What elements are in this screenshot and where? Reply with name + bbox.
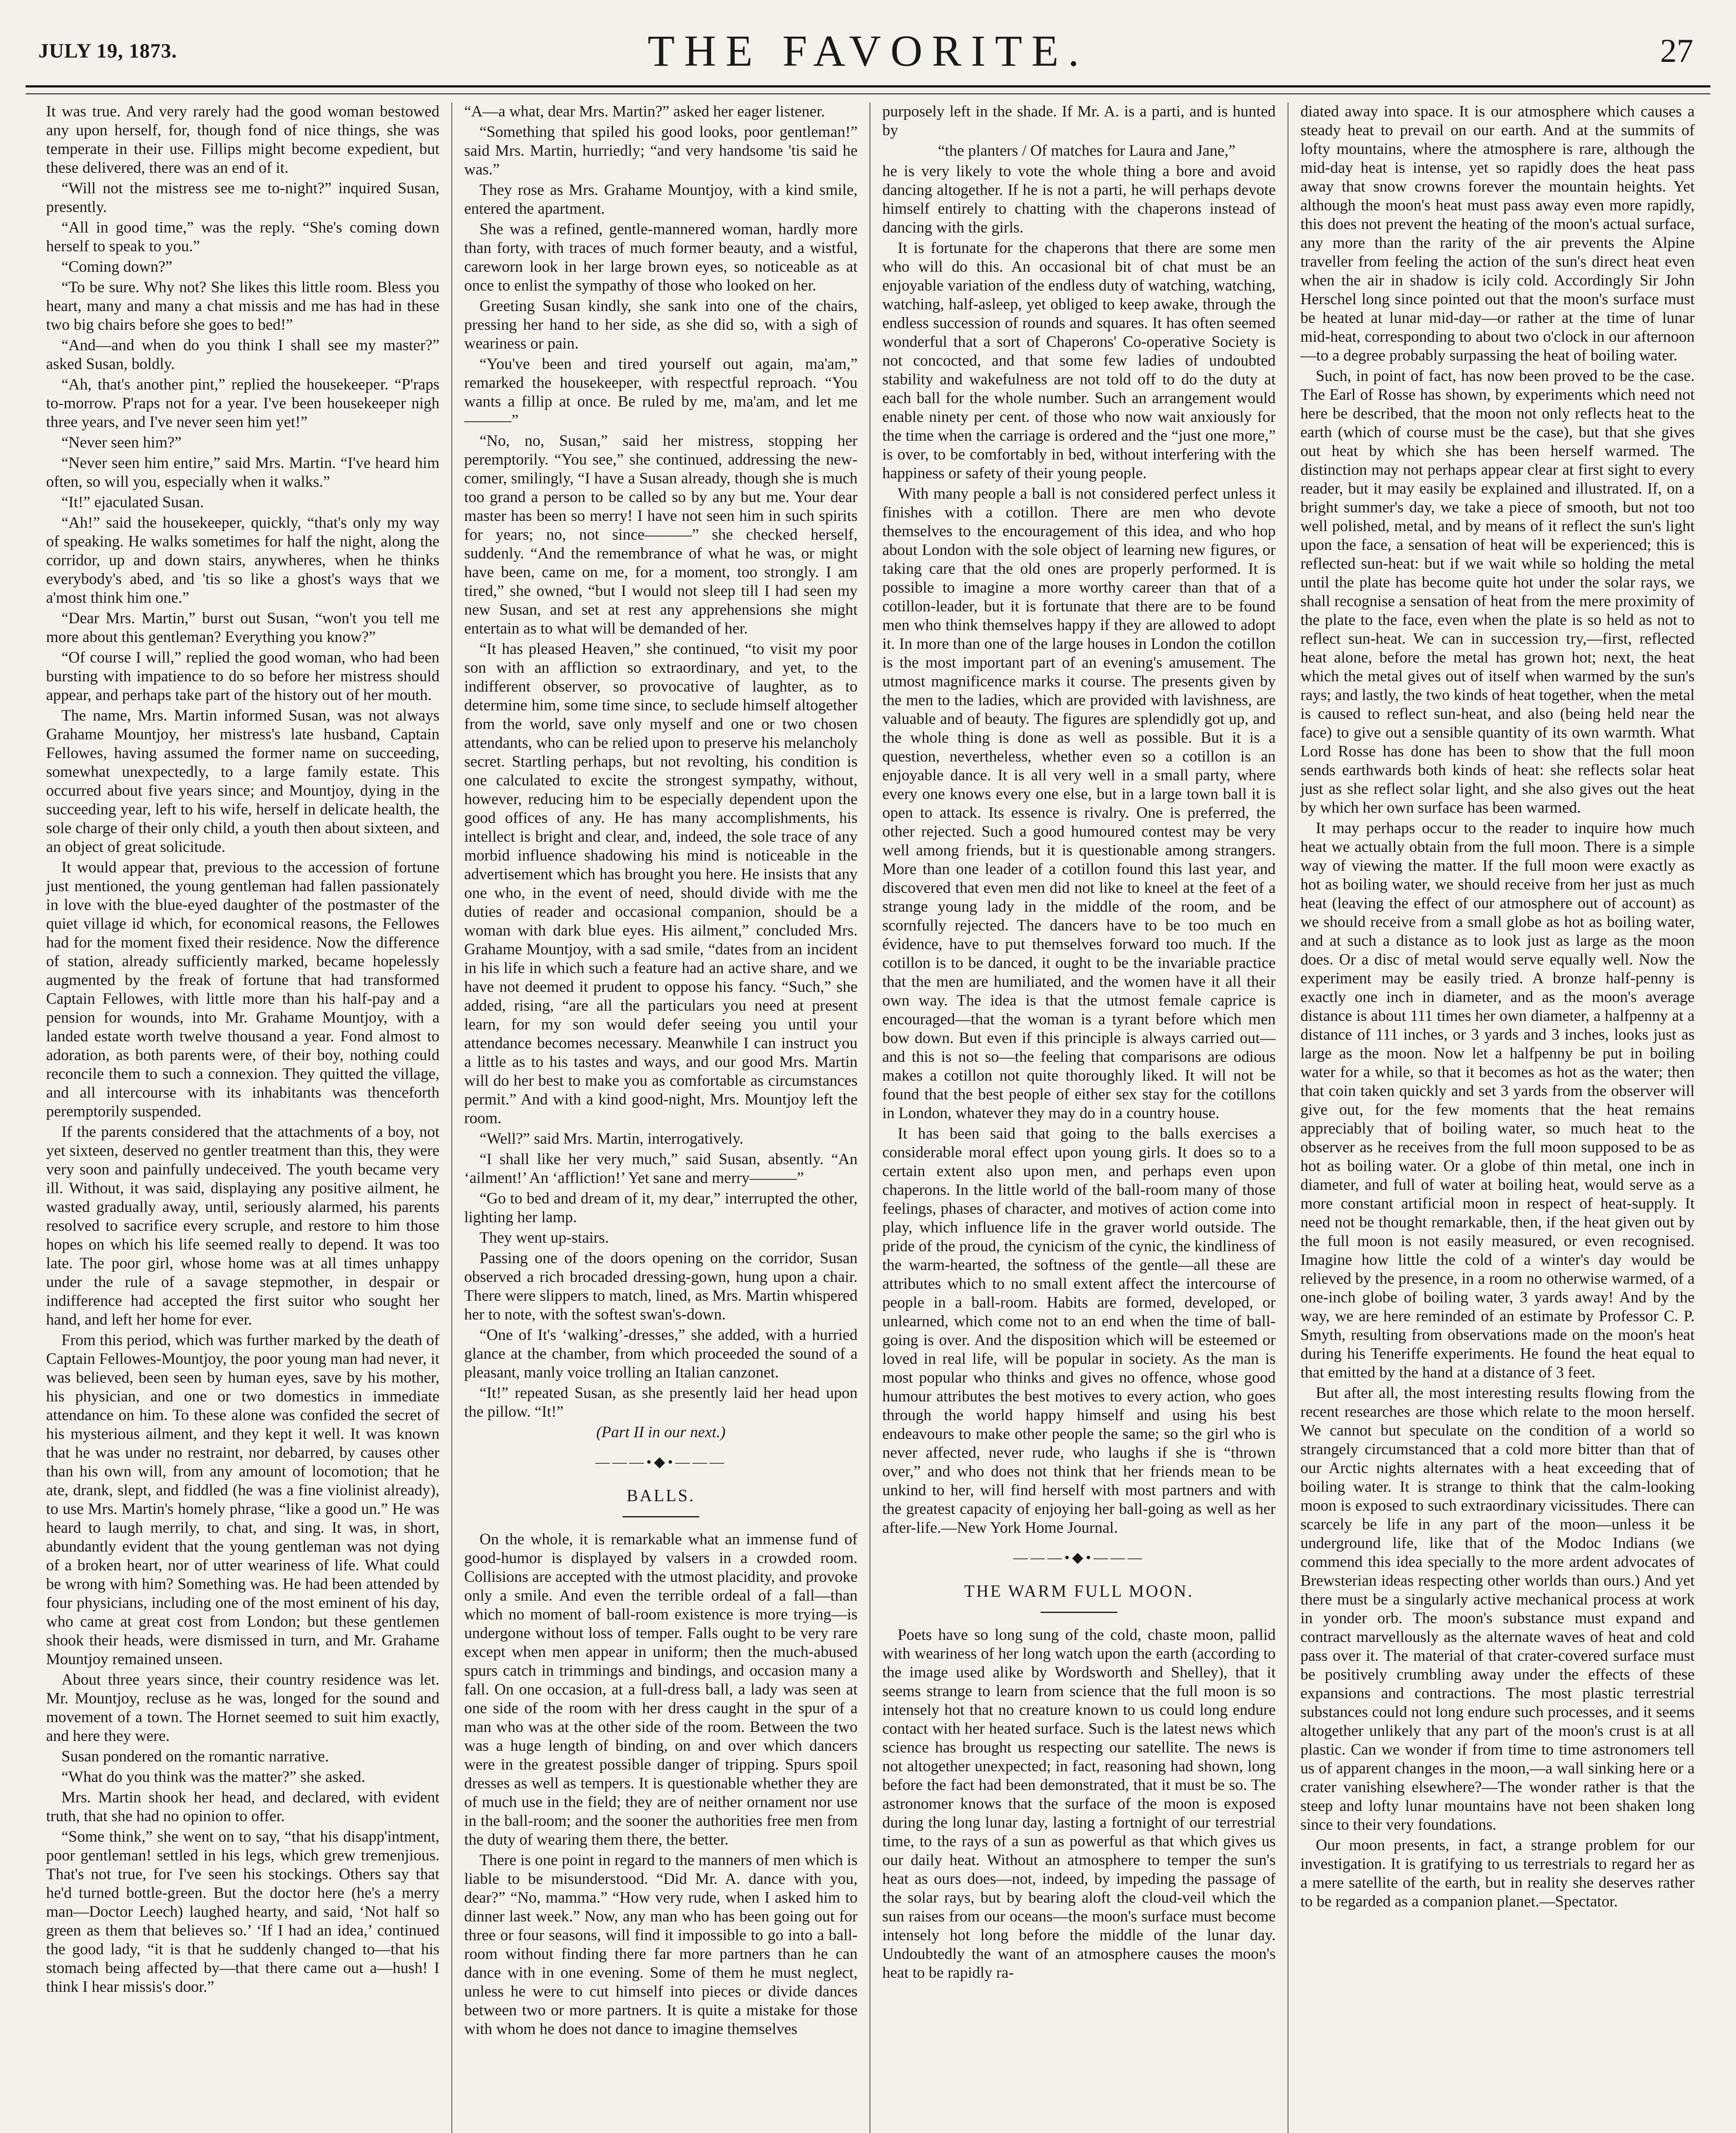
- paragraph: “You've been and tired yourself out again, ma'am,” remarked the housekeeper, with respectful reproach. “You wants a fillip at once. Be ruled by me, ma'am, and let me———”: [464, 355, 858, 429]
- paragraph: About three years since, their country residence was let. Mr. Mountjoy, recluse as he was, longed for the sound and movement of a town. The Hornet seemed to suit him exactly, and here they were.: [46, 1671, 439, 1745]
- paragraph: It is fortunate for the chaperons that there are some men who will do this. An occasional bit of chat must be an enjoyable variation of the endless duty of watching, watching, watching, half-asleep, yet obliged to keep awake, through the endless succession of rounds and squares. It has often seemed wonderful that a sort of Chaperons' Co-operative Society is not concocted, and that some few ladies of undoubted stability and wakefulness are not told off to do the duty at each ball for the whole number. Such an arrangement would enable ninety per cent. of those who now wait anxiously for the time when the carriage is ordered and the “just one more,” is over, to be comfortably in bed, without interfering with the happiness or safety of their young people.: [882, 239, 1276, 482]
- paragraph: It would appear that, previous to the accession of fortune just mentioned, the young gentleman had fallen passionately in love with the blue-eyed daughter of the postmaster of the quiet village id which, for economical reasons, the Fellowes had for the moment fixed their residence. Now the difference of station, already sufficiently marked, became hopelessly augmented by the freak of fortune that had transformed Captain Fellowes, with little more than his half-pay and a pension for wounds, into Mr. Grahame Mountjoy, with a landed estate worth twelve thousand a year. Fond almost to adoration, as both parents were, of their boy, nothing could reconcile them to such a connexion. They quitted the village, and all intercourse with its inhabitants was thenceforth peremptorily suspended.: [46, 859, 439, 1120]
- heading-rule: [1041, 1612, 1117, 1613]
- paragraph: They rose as Mrs. Grahame Mountjoy, with a kind smile, entered the apartment.: [464, 181, 858, 218]
- column-4: [1288, 102, 1707, 2133]
- paragraph: “Dear Mrs. Martin,” burst out Susan, “won't you tell me more about this gentleman? Everything you know?”: [46, 610, 439, 646]
- paragraph: “One of It's ‘walking’-dresses,” she added, with a hurried glance at the chamber, from which proceeded the sound of a pleasant, manly voice trolling an Italian canzonet.: [464, 1326, 858, 1381]
- paragraph: Our moon presents, in fact, a strange problem for our investigation. It is gratifying to us terrestrials to regard her as a mere satellite of the earth, but in reality she deserves rather to be regarded as a companion planet.—Spectator.: [1300, 1837, 1695, 1910]
- paragraph: There is one point in regard to the manners of men which is liable to be misunderstood. “Did Mr. A. dance with you, dear?” “No, mamma.” “How very rude, when I asked him to dinner last week.” Now, any man who has been going out for three or four seasons, will find it impossible to go into a ball-room without finding there far more partners than he can dance with in one evening. Some of them he must neglect, unless he were to cut himself into pieces or divide dances between two or more partners. It is quite a mistake for those with whom he does not dance to imagine themselves: [464, 1851, 858, 2038]
- paragraph: “What do you think was the matter?” she asked.: [61, 1768, 366, 1786]
- paragraph: Poets have so long sung of the cold, chaste moon, pallid with weariness of her long watch upon the earth (according to the image used alike by Wordsworth and Shelley), that it seems strange to learn from science that the full moon is so intensely hot that no creature known to us could long endure contact with her heated surface. Such is the latest news which science has brought us respecting our satellite. The news is not altogether unexpected; in fact, reasoning had shown, long before the fact had been demonstrated, that it must be so. The astronomer knows that the surface of the moon is exposed during the long lunar day, lasting a fortnight of our terrestrial time, to the rays of a sun as powerful as that which gives us our daily heat. Without an atmosphere to temper the sun's heat as ours does—not, indeed, by impeding the passage of the solar rays, but by bearing aloft the cloud-veil which the sun raises from our oceans—the moon's surface must become intensely hot long before the middle of the lunar day. Undoubtedly the want of an atmosphere causes the moon's heat to be rapidly ra-: [882, 1626, 1276, 1982]
- paragraph: On the whole, it is remarkable what an immense fund of good-humor is displayed by valsers in a crowded room. Collisions are accepted with the utmost placidity, and provoke only a smile. And even the terrible ordeal of a fall—than which no moment of ball-room existence is more trying—is undergone without loss of temper. Falls ought to be very rare except when men appear in uniform; then the much-abused spurs catch in trimmings and bindings, and occasion many a fall. On one occasion, at a full-dress ball, a lady was seen at one side of the room with her dress caught in the spur of a man who was at the other side of the room. Between the two was a huge length of binding, on and over which dancers were in the greatest possible danger of tripping. Spurs spoil dresses as well as tempers. It is questionable whether they are of much use in the field; they are of neither ornament nor use in the ball-room; and the sooner the authorities free men from the duty of wearing them there, the better.: [464, 1531, 858, 1848]
- paragraph: But after all, the most interesting results flowing from the recent researches are those which relate to the moon herself. We cannot but speculate on the condition of a world so strangely circumstanced that a cold more bitter than that of our Arctic nights alternates with a heat exceeding that of boiling water. It is strange to think that the calm-looking moon is exposed to such extraordinary vicissitudes. There can scarcely be life in any part of the moon—unless it be underground life, like that of the Modoc Indians (we commend this idea specially to the more ardent advocates of Brewsterian ideas respecting other worlds than ours.) And yet there must be a singularly active mechanical process at work in yonder orb. The moon's substance must expand and contract marvellously as the alternate waves of heat and cold pass over it. The material of that crater-covered surface must be positively crumbling away under the effects of these expansions and contractions. The most plastic terrestrial substances could not long endure such processes, and it seems altogether unlikely that any part of the moon's crust is at all plastic. Can we wonder if from time to time astronomers tell us of apparent changes in the moon,—a wall sinking here or a crater vanishing elsewhere?—The wonder rather is that the steep and lofty lunar mountains have not been shaken long since to their very foundations.: [1300, 1384, 1695, 1834]
- paragraph: It may perhaps occur to the reader to inquire how much heat we actually obtain from the full moon. There is a simple way of viewing the matter. If the full moon were exactly as hot as boiling water, we should receive from her just as much heat (leaving the effect of our atmosphere out of account) as we should receive from a small globe as hot as boiling water, and at such a distance as to look just as large as the moon does. Or a disc of metal would serve equally well. Now the experiment may be easily tried. A bronze half-penny is exactly one inch in diameter, and as the moon's average distance is about 111 times her own diameter, a halfpenny at a distance of 111 inches, or 3 yards and 3 inches, looks just as large as the moon. Now let a halfpenny be put in boiling water for a while, so that it becomes as hot as the water; then that coin taken quickly and set 3 yards from the observer will give out, for the few moments that the heat remains appreciably that of boiling water, so much heat to the observer as he receives from the full moon supposed to be as hot as boiling water. Or a globe of thin metal, one inch in diameter, and full of water at boiling heat, would serve as a more constant artificial moon in respect of heat-supply. It need not be thought remarkable, then, if the heat given out by the full moon is not easily measured, or even recognised. Imagine how little the cold of a winter's day would be relieved by the presence, in a room no otherwise warmed, of a one-inch globe of boiling water, 3 yards away! And by the way, we are here reminded of an estimate by Professor C. P. Smyth, resulting from observations made on the moon's heat during his Teneriffe experiments. He found the heat equal to that emitted by the hand at a distance of 3 feet.: [1300, 819, 1695, 1381]
- paragraph: purposely left in the shade. If Mr. A. is a parti, and is hunted by: [882, 103, 1276, 139]
- paragraph: It was true. And very rarely had the good woman bestowed any upon herself, for, though fond of nice things, she was temperate in their use. Fillips might become expedient, but these delivered, there was an end of it.: [46, 103, 439, 177]
- article-columns: [34, 102, 1707, 2133]
- paragraph: “And—and when do you think I shall see my master?” asked Susan, boldly.: [46, 337, 439, 373]
- paragraph: “Ah, that's another pint,” replied the housekeeper. “P'raps to-morrow. P'raps not for a year. I've been housekeeper nigh three years, and I've never seen him yet!”: [46, 376, 439, 431]
- paragraph: Greeting Susan kindly, she sank into one of the chairs, pressing her hand to her side, as she did so, with a sigh of weariness or pain.: [464, 297, 858, 352]
- paragraph: Susan pondered on the romantic narrative.: [61, 1748, 329, 1765]
- divider-ornament: ―――•◆•―――: [595, 1454, 727, 1470]
- paragraph: “All in good time,” was the reply. “She's coming down herself to speak to you.”: [46, 219, 439, 255]
- paragraph: diated away into space. It is our atmosphere which causes a steady heat to prevail on our earth. And at the summits of lofty mountains, where the atmosphere is rare, although the mid-day heat is intense, yet so rapidly does the heat pass away that snow crowns forever the mountain heights. Yet although the moon's heat must pass away even more rapidly, this does not prevent the heating of the moon's actual surface, any more than the rarity of the air prevents the Alpine traveller from feeling the action of the sun's direct heat even when the air in shadow is icily cold. Accordingly Sir John Herschel long since pointed out that the moon's surface must be heated at lunar mid-day—or rather at the time of lunar mid-heat, corresponding to about two o'clock in our afternoon—to a degree probably surpassing the heat of boiling water.: [1300, 103, 1695, 364]
- paragraph: With many people a ball is not considered perfect unless it finishes with a cotillon. There are men who devote themselves to the encouragement of this idea, and who hop about London with the sole object of learning new figures, or taking care that the old ones are properly performed. It is possible to imagine a more worthy career than that of a cotillon-leader, but it is fortunate that there are to be found men who think themselves happy if they are allowed to adopt it. In more than one of the large houses in London the cotillon is the most important part of an evening's amusement. The utmost magnificence marks it course. The presents given by the men to the ladies, which are provided with lavishness, are valuable and of beauty. The figures are splendidly got up, and the whole thing is done as well as possible. But it is a question, nevertheless, whether even so a cotillon is an enjoyable dance. It is all very well in a small party, where every one knows every one else, but in a large town ball it is open to attack. Its essence is rivalry. One is preferred, the other rejected. Such a good humoured contest may be very well among friends, but it is questionable among strangers. More than one leader of a cotillon found this last year, and discovered that even men did not like to kneel at the feet of a strange young lady in the middle of the room, and be scornfully rejected. The dancers have to be too much en évidence, have to put themselves forward too much. If the cotillon is to be danced, it ought to be the invariable practice that the men are humiliated, and the women have it all their own way. The idea is that the utmost female caprice is encouraged—that the woman is a tyrant before which men bow down. But even if this principle is always carried out—and this is not so—the feeling that comparisons are odious makes a cotillon not quite thoroughly liked. It will not be found that the best people of either sex stay for the cotillons in London, whatever they may do in a country house.: [882, 485, 1276, 1122]
- continued-notice: (Part II in our next.): [596, 1424, 726, 1441]
- paragraph: The name, Mrs. Martin informed Susan, was not always Grahame Mountjoy, her mistress's late husband, Captain Fellowes, having assumed the former name on succeeding, somewhat unexpectedly, to a large family estate. This occurred about five years since; and Mountjoy, dying in the succeeding year, left to his wife, herself in delicate health, the sole charge of their only child, a youth then about sixteen, and an object of great solicitude.: [46, 707, 439, 856]
- paragraph: “Coming down?”: [61, 258, 172, 276]
- moon-heading: THE WARM FULL MOON.: [964, 1581, 1194, 1601]
- column-1: [34, 102, 452, 2133]
- balls-heading: BALLS.: [626, 1486, 695, 1505]
- divider-ornament: ―――•◆•―――: [1013, 1550, 1145, 1566]
- paragraph: “To be sure. Why not? She likes this little room. Bless you heart, many and many a chat missis and me has had in these two big chairs before she goes to bed!”: [46, 279, 439, 334]
- heading-rule: [622, 1516, 699, 1517]
- paragraph: “Some think,” she went on to say, “that his disapp'intment, poor gentleman! settled in his legs, which grew tremenjious. That's not true, for I've seen his stockings. Others say that he'd turned bottle-green. But the doctor here (he's a merry man—Doctor Leech) laughed hearty, and said, ‘Not half so green as them that believes so.’ ‘If I had an idea,’ continued the good lady, “it is that he suddenly changed to—that his stomach being affected by—that there came out a—hush! I think I hear missis's door.”: [46, 1828, 439, 1996]
- paragraph: “It!” repeated Susan, as she presently laid her head upon the pillow. “It!”: [464, 1384, 858, 1421]
- paragraph: “Never seen him?”: [61, 434, 182, 451]
- paragraph: “Never seen him entire,” said Mrs. Martin. “I've heard him often, so will you, especially when it walks.”: [46, 454, 439, 491]
- paragraph: They went up-stairs.: [480, 1229, 609, 1247]
- paragraph: Passing one of the doors opening on the corridor, Susan observed a rich brocaded dressing-gown, hung upon a chair. There were slippers to match, lined, as Mrs. Martin whispered her to note, with the softest swan's-down.: [464, 1250, 858, 1323]
- paragraph: “Well?” said Mrs. Martin, interrogatively.: [480, 1130, 744, 1148]
- masthead-rule: [26, 85, 1710, 94]
- paragraph: Mrs. Martin shook her head, and declared, with evident truth, that she had no opinion to offer.: [46, 1789, 439, 1825]
- paragraph: “Ah!” said the housekeeper, quickly, “that's only my way of speaking. He walks sometimes for half the night, along the corridor, up and down stairs, anywheres, when he thinks everybody's abed, and 'tis so like a ghost's ways that we a'most think him one.”: [46, 514, 439, 607]
- issue-date: JULY 19, 1873.: [38, 40, 177, 62]
- paragraph: She was a refined, gentle-mannered woman, hardly more than forty, with traces of much former beauty, and a wistful, careworn look in her large brown eyes, so noticeable as at once to enlist the sympathy of those who looked on her.: [464, 221, 858, 294]
- column-3: [870, 102, 1288, 2133]
- paragraph: “It has pleased Heaven,” she continued, “to visit my poor son with an affliction so extraordinary, and yet, to the indifferent observer, so provocative of laughter, as to determine him, some time since, to seclude himself altogether from the world, save only myself and one or two chosen attendants, who can be relied upon to preserve his melancholy secret. Startling perhaps, but not revolting, his condition is one calculated to excite the strongest sympathy, without, however, reducing him to be especially dependent upon the good offices of any. He has many accomplishments, his intellect is bright and clear, and, indeed, the sole trace of any morbid influence shadowing his mind is noticeable in the advertisement which has brought you here. He insists that any one who, in the event of need, should divide with me the duties of reader and occasional companion, should be a woman with dark blue eyes. His ailment,” concluded Mrs. Grahame Mountjoy, with a sad smile, “dates from an incident in his life in which such a feature had an active share, and we have not deemed it prudent to oppose his fancy. “Such,” she added, rising, “are all the particulars you need at present learn, for my son would defer seeing you until your attendance becomes necessary. Meanwhile I can instruct you a little as to his tastes and ways, and our good Mrs. Martin will do her best to make you as comfortable as circumstances permit.” And with a kind good-night, Mrs. Mountjoy left the room.: [464, 640, 858, 1127]
- masthead: [26, 17, 1710, 85]
- newspaper-title: THE FAVORITE.: [647, 26, 1089, 76]
- paragraph: he is very likely to vote the whole thing a bore and avoid dancing altogether. If he is not a parti, he will perhaps devote himself entirely to chatting with the chaperons instead of dancing with the girls.: [882, 163, 1276, 236]
- paragraph: “Will not the mistress see me to-night?” inquired Susan, presently.: [46, 180, 439, 216]
- page-number: 27: [1660, 32, 1693, 69]
- paragraph: “It!” ejaculated Susan.: [61, 494, 204, 511]
- column-2: [452, 102, 870, 2133]
- paragraph: “Something that spiled his good looks, poor gentleman!” said Mrs. Martin, hurriedly; “and very handsome 'tis said he was.”: [464, 123, 858, 178]
- paragraph: From this period, which was further marked by the death of Captain Fellowes-Mountjoy, the poor young man had never, it was believed, been seen by human eyes, save by his mother, his physician, and one or two domestics in immediate attendance on him. To these alone was confided the secret of his mysterious ailment, and they kept it well. It was known that he was under no restraint, nor debarred, by causes other than his own will, from any amount of locomotion; that he ate, drank, slept, and fiddled (he was a fine violinist already), to use Mrs. Martin's homely phrase, “like a good un.” He was heard to laugh merrily, to chat, and sing. It was, in short, abundantly evident that the young gentleman was not dying of a broken heart, nor of utter weariness of life. What could be wrong with him? Something was. He had been attended by four physicians, including one of the most eminent of his day, who came at great cost from London; but these gentlemen shook their heads, were dismissed in turn, and Mr. Grahame Mountjoy remained unseen.: [46, 1331, 439, 1668]
- paragraph: “Go to bed and dream of it, my dear,” interrupted the other, lighting her lamp.: [464, 1190, 858, 1226]
- paragraph: If the parents considered that the attachments of a boy, not yet sixteen, deserved no gentler treatment than this, they were very soon and painfully undeceived. The youth became very ill. Without, it was said, displaying any positive ailment, he wasted gradually away, until, seriously alarmed, his parents resolved to sacrifice every scruple, and restore to him those hopes on which his life seemed really to depend. It was too late. The poor girl, whose home was at all times unhappy under the rule of a savage stepmother, in despair or indifference had accepted the first suitor who sought her hand, and left her home for ever.: [46, 1123, 439, 1328]
- paragraph: It has been said that going to the balls exercises a considerable moral effect upon young girls. It does so to a certain extent also upon men, and perhaps even upon chaperons. In the little world of the ball-room many of those feelings, phases of character, and motives of action come into play, which influence life in the graver world outside. The pride of the proud, the cynicism of the cynic, the kindliness of the warm-hearted, the softness of the gentle—all these are attributes which to no small extent affect the intercourse of people in a ball-room. Habits are formed, developed, or unlearned, which come not to an end when the time of ball-going is over. And the disposition which will be esteemed or loved in real life, will be popular in society. As the man is most popular who thinks and gives no offence, whose good humour attributes the best motives to every action, who goes through the world happy himself and using his best endeavours to make other people the same; so the girl who is never affected, never rude, who laughs if she is “thrown over,” and who does not think that her friends mean to be unkind to her, will find herself with most partners and with the greatest capacity of enjoying her ball-going as well as her after-life.—New York Home Journal.: [882, 1125, 1276, 1537]
- paragraph: “I shall like her very much,” said Susan, absently. “An ‘ailment!’ An ‘affliction!’ Yet sane and merry———”: [464, 1151, 858, 1187]
- paragraph: Such, in point of fact, has now been proved to be the case. The Earl of Rosse has shown, by experiments which need not here be described, that the moon not only reflects heat to the earth (which of course must be the case), but that she gives out heat by which she has been herself warmed. The distinction may not perhaps appear clear at first sight to every reader, but it may easily be explained and illustrated. If, on a bright summer's day, we take a piece of smooth, but not too well polished, metal, and by means of it reflect the sun's light upon the face, a sensation of heat will be experienced; this is reflected sun-heat: but if we wait while so holding the metal until the plate has become quite hot under the solar rays, we shall recognise a sensation of heat from the mere proximity of the plate to the face, even when the plate is so held as not to reflect sun-heat. We can in succession try,—first, reflected heat alone, before the metal has grown hot; next, the heat which the metal gives out of itself when warmed by the sun's rays; and lastly, the two kinds of heat together, when the metal is caused to reflect sun-heat, and also (being held near the face) to give out a sensible quantity of its own warmth. What Lord Rosse has done has been to show that the full moon sends earthwards both kinds of heat: she reflects solar heat just as she reflect solar light, and she also gives out the heat by which her own surface has been warmed.: [1300, 367, 1695, 817]
- verse-quote: “the planters / Of matches for Laura and Jane,”: [938, 142, 1236, 160]
- paragraph: “A—a what, dear Mrs. Martin?” asked her eager listener.: [464, 103, 825, 120]
- paragraph: “No, no, Susan,” said her mistress, stopping her peremptorily. “You see,” she continued, addressing the new-comer, smilingly, “I have a Susan already, though she is much too grand a person to be called so by any but me. Your dear master has been so merry! I have not seen him in such spirits for years; no, not since———” she checked herself, suddenly. “And the remembrance of what he was, or might have been, came on me, for a moment, too strongly. I am tired,” she owned, “but I would not sleep till I had seen my new Susan, and set at rest any apprehensions she might entertain as to what will be demanded of her.: [464, 432, 858, 637]
- paragraph: “Of course I will,” replied the good woman, who had been bursting with impatience to do so before her mistress should appear, and perhaps take part of the history out of her mouth.: [46, 649, 439, 704]
